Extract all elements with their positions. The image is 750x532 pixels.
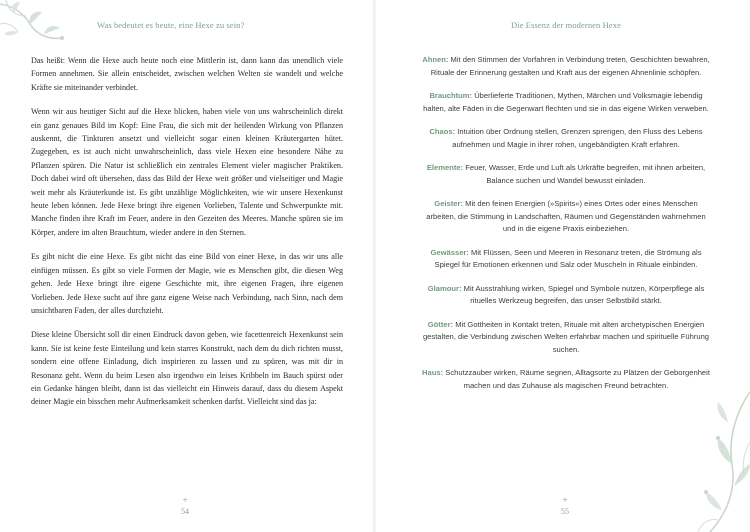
glossary-entry: [422, 90, 710, 115]
right-page: [376, 0, 750, 532]
left-page: [0, 0, 374, 532]
glossary-entry: [422, 54, 710, 79]
entry-text: Mit den Stimmen der Vorfahren in Verbindung treten, Geschichten bewahren, Rituale der Erinnerung gestalten und Kraft aus der eigenen Ahnenlinie schöpfen.: [430, 55, 710, 77]
paragraph: Wenn wir aus heutiger Sicht auf die Hexe blicken, haben viele von uns wahrscheinlich direkt ein ganz genaues Bild im Kopf: Eine Frau, die sich mit der heilenden Wirkung von Pflanzen auskennt, die Tinkturen ansetzt und vielleicht sogar einen kleinen Kräutergarten hütet. Zugegeben, es ist auch nicht unwahrscheinlich, dass viele Hexen eine besondere Nähe zu Pflanzen spüren. Die Natur ist schließlich ein zentrales Element vieler magischer Praktiken. Doch dabei wird oft übersehen, dass das Bild der Hexe weit größer und vielseitiger und Magie weit mehr als Kräuterkunde ist. Es gibt unzählige Möglichkeiten, wie wir unsere Hexenkunst heute leben können. Jede Hexe bringt ihre eigenen Vorlieben, Talente und Schwerpunkte mit. Manche finden ihre Kraft im Feuer, andere in den Gezeiten des Meeres. Manche spüren sie im Körper, andere im alten Brauchtum, wieder andere in den Sternen.: [31, 107, 343, 237]
entry-text: Feuer, Wasser, Erde und Luft als Urkräfte begreifen, mit ihnen arbeiten, Balance suchen und Wandel bewusst einladen.: [465, 163, 706, 185]
entry-text: Mit den feinen Energien (»Spirits«) eines Ortes oder eines Menschen arbeiten, die Stimmung in Landschaften, Räumen und Gegenständen wahrnehmen und in die eigene Praxis einbeziehen.: [426, 199, 706, 233]
entry-text: Intuition über Ordnung stellen, Grenzen sprengen, den Fluss des Lebens aufnehmen und Magie in ihrer rohen, ungebändigten Kraft erfahren.: [452, 127, 703, 149]
glossary-entry: [422, 319, 710, 357]
entry-term: Chaos:: [429, 127, 456, 136]
entry-term: Glamour:: [427, 283, 462, 293]
glossary-entry: [422, 367, 710, 392]
glossary-entry: [422, 247, 710, 272]
paragraph: Diese kleine Übersicht soll dir einen Eindruck davon geben, wie facettenreich Hexenkunst sein kann. Sie ist keine feste Einteilung und kein starres Konstrukt, nach dem du dich richten musst, sondern eine offene Einladung, dich inspirieren zu lassen und zu spüren, was mit dir in Resonanz geht. Wenn du beim Lesen also irgendwo ein leises Kribbeln im Bauch spürst oder ein Gedanke hängen bleibt, dann ist das vielleicht ein Hinweis darauf, dass du diesem Aspekt deiner Magie ein bisschen mehr Aufmerksamkeit schenken darfst. Vielleicht sind das ja:: [31, 330, 343, 407]
page-number: 55: [561, 507, 569, 516]
entry-term: Geister:: [434, 199, 463, 208]
glossary-entry: [422, 283, 710, 308]
page-number-right: [550, 496, 580, 516]
entry-text: Schutzzauber wirken, Räume segnen, Alltagsorte zu Plätzen der Geborgenheit machen und das Zuhause als magischen Freund betrachten.: [445, 368, 710, 390]
entry-text: Mit Flüssen, Seen und Meeren in Resonanz treten, die Strömung als Spiegel für Emotionen erkennen und Salz oder Muscheln in Rituale einbinden.: [434, 247, 702, 269]
floral-ornament-icon: [688, 382, 750, 532]
entry-term: Ahnen:: [422, 55, 449, 64]
left-body-text: [31, 54, 343, 420]
entry-term: Brauchtum:: [429, 91, 473, 100]
glossary-entry: [422, 198, 710, 236]
running-head-left: Was bedeutet es heute, eine Hexe zu sein?: [97, 20, 245, 30]
floral-ornament-icon: [0, 0, 75, 58]
glossary-list: [422, 54, 710, 403]
entry-text: Mit Gottheiten in Kontakt treten, Rituale mit alten archetypischen Energien gestalten, die Verbindung zwischen Welten erfahrbar machen und spirituelle Führung suchen.: [422, 319, 710, 354]
entry-text: Überlieferte Traditionen, Mythen, Märchen und Volksmagie lebendig halten, alte Fäden in die Gegenwart flechten und sie in das eigene Wirken verweben.: [423, 91, 709, 113]
running-head-right: Die Essenz der modernen Hexe: [511, 20, 621, 30]
glossary-entry: [422, 126, 710, 151]
page-number: 54: [181, 507, 189, 516]
paragraph: Das heißt: Wenn die Hexe auch heute noch eine Mittlerin ist, dann kann das unendlich viele Formen annehmen. Sie allein entscheidet, zwischen welchen Welten sie wandelt und welche Kräfte sie miteinander verbindet.: [31, 56, 343, 92]
page-number-left: [170, 496, 200, 516]
star-icon: +: [182, 495, 188, 505]
glossary-entry: [422, 162, 710, 187]
star-icon: +: [562, 495, 568, 505]
entry-text: Mit Ausstrahlung wirken, Spiegel und Symbole nutzen, Körperpflege als rituelles Werkzeug begreifen, das unser Selbstbild stärkt.: [463, 283, 705, 305]
entry-term: Haus:: [422, 368, 444, 377]
paragraph: Es gibt nicht die eine Hexe. Es gibt nicht das eine Bild von einer Hexe, in das wir uns alle einfügen müssen. Es gibt so viele Formen der Magie, wie es Menschen gibt, die diesen Weg gehen. Jede Hexe bringt ihre eigene Geschichte mit, ihre eigenen Fragen, ihre eigenen Vorlieben. Jede Hexe sucht auf ihre ganz eigene Weise nach Verbindung, nach Sinn, nach dem unsichtbaren Faden, der alles durchzieht.: [31, 252, 343, 315]
entry-term: Gewässer:: [430, 247, 469, 257]
entry-term: Elemente:: [426, 163, 464, 172]
entry-term: Götter:: [427, 319, 454, 329]
